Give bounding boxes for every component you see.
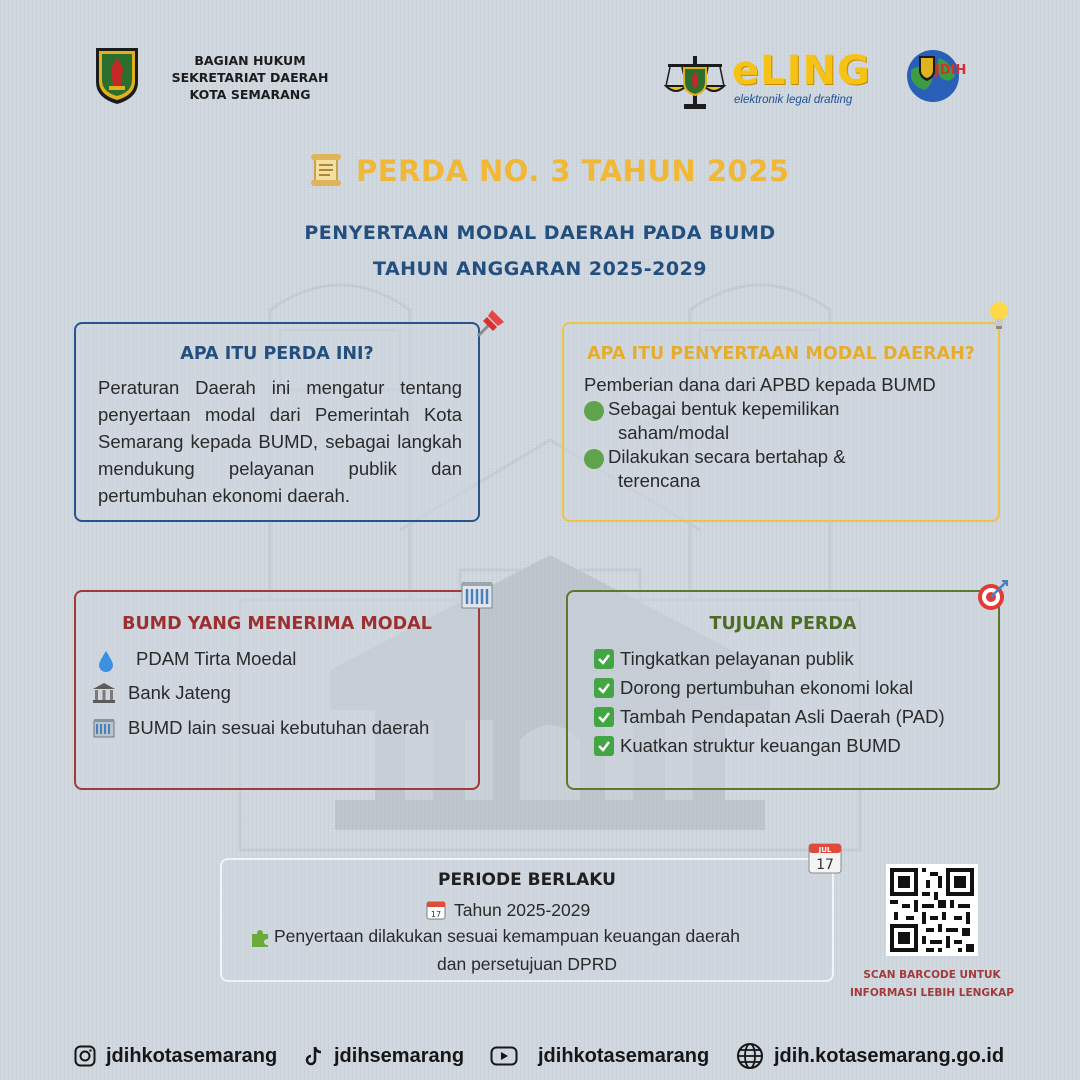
validity-note-line-2: dan persetujuan DPRD xyxy=(437,954,617,974)
footer-youtube-handle: jdihkotasemarang xyxy=(538,1044,710,1067)
qr-caption-line-2: INFORMASI LEBIH LENGKAP xyxy=(849,987,1015,999)
check-mark-icon xyxy=(594,649,614,669)
subtitle-line-2: TAHUN ANGGARAN 2025-2029 xyxy=(372,258,708,280)
green-circle-icon xyxy=(584,449,604,469)
definition-point-2-line-1: Dilakukan secara bertahap & xyxy=(608,446,846,467)
about-perda-body: Peraturan Daerah ini mengatur tentang penyertaan modal dari Pemerintah Kota Semarang kepada BUMD, sebagai langkah mendukung pelayanan publik dan pertumbuhan ekonomi daerah. xyxy=(98,377,462,506)
org-line-3: KOTA SEMARANG xyxy=(189,87,311,102)
definition-point-1-line-2: saham/modal xyxy=(618,422,730,443)
jdih-globe-logo xyxy=(905,48,967,104)
perda-goals-card xyxy=(566,590,1000,790)
bumd-item-2: Bank Jateng xyxy=(128,682,231,703)
footer-instagram-link[interactable] xyxy=(74,1040,277,1072)
globe-icon xyxy=(736,1042,764,1070)
eling-tagline: elektronik legal drafting xyxy=(734,94,853,106)
goal-item-1: Tingkatkan pelayanan publik xyxy=(620,648,854,669)
definition-intro: Pemberian dana dari APBD kepada BUMD xyxy=(584,374,936,395)
check-mark-icon xyxy=(594,707,614,727)
bank-icon xyxy=(92,682,116,704)
qr-code-pattern xyxy=(890,868,974,952)
eling-logo xyxy=(662,46,892,116)
office-building-icon xyxy=(92,718,116,738)
page-title: PERDA NO. 3 TAHUN 2025 xyxy=(356,154,790,188)
org-line-2: SEKRETARIAT DAERAH xyxy=(171,70,329,85)
footer-website-url: jdih.kotasemarang.go.id xyxy=(774,1044,1005,1067)
calendar-month: JUL xyxy=(818,846,832,854)
office-building-icon xyxy=(460,580,494,610)
definition-point-2-line-2: terencana xyxy=(618,470,701,491)
calendar-icon xyxy=(426,900,446,920)
about-perda-heading: APA ITU PERDA INI? xyxy=(180,344,374,364)
definition-heading: APA ITU PENYERTAAN MODAL DAERAH? xyxy=(587,344,975,364)
about-perda-card xyxy=(74,322,480,522)
footer-tiktok-handle: jdihsemarang xyxy=(334,1044,465,1067)
jdih-logo-text: JDIH xyxy=(935,63,967,78)
check-mark-icon xyxy=(594,678,614,698)
footer-youtube-link[interactable] xyxy=(490,1040,709,1072)
qr-caption xyxy=(846,966,1018,1002)
qr-caption-line-1: SCAN BARCODE UNTUK xyxy=(863,969,1001,981)
footer-instagram-handle: jdihkotasemarang xyxy=(106,1044,278,1067)
check-mark-icon xyxy=(594,736,614,756)
definition-card xyxy=(562,322,1000,522)
bumd-recipients-heading: BUMD YANG MENERIMA MODAL xyxy=(122,614,432,634)
goal-item-3: Tambah Pendapatan Asli Daerah (PAD) xyxy=(620,706,945,727)
light-bulb-icon xyxy=(986,300,1012,332)
footer-tiktok-link[interactable] xyxy=(304,1040,464,1072)
youtube-icon xyxy=(490,1045,518,1067)
perda-goals-heading: TUJUAN PERDA xyxy=(709,614,857,634)
calendar-icon xyxy=(808,842,842,874)
bumd-recipients-card xyxy=(74,590,480,790)
kota-semarang-crest-logo xyxy=(94,46,140,106)
water-drop-icon xyxy=(98,650,114,672)
validity-year-range: Tahun 2025-2029 xyxy=(454,900,591,920)
subtitle-line-1: PENYERTAAN MODAL DAERAH PADA BUMD xyxy=(304,222,776,244)
eling-wordmark: eLING xyxy=(732,48,871,94)
definition-point-1-line-1: Sebagai bentuk kepemilikan xyxy=(608,398,840,419)
qr-code[interactable] xyxy=(886,864,978,956)
goal-item-4: Kuatkan struktur keuangan BUMD xyxy=(620,735,901,756)
validity-period-card xyxy=(220,858,834,982)
goal-item-2: Dorong pertumbuhan ekonomi lokal xyxy=(620,677,914,698)
calendar-icon-day: 17 xyxy=(430,910,442,919)
puzzle-piece-icon xyxy=(250,928,270,948)
org-line-1: BAGIAN HUKUM xyxy=(194,53,306,68)
bumd-item-3: BUMD lain sesuai kebutuhan daerah xyxy=(128,717,430,738)
scales-of-justice-icon xyxy=(662,50,728,112)
tiktok-icon xyxy=(304,1045,324,1067)
instagram-icon xyxy=(74,1045,96,1067)
footer-website-link[interactable] xyxy=(736,1040,1004,1072)
calendar-day: 17 xyxy=(816,857,834,873)
bumd-item-1: PDAM Tirta Moedal xyxy=(136,648,297,669)
validity-note-line-1: Penyertaan dilakukan sesuai kemampuan keuangan daerah xyxy=(274,926,741,946)
pushpin-icon xyxy=(474,306,508,340)
organization-name xyxy=(150,52,350,103)
validity-period-heading: PERIODE BERLAKU xyxy=(438,870,616,890)
green-circle-icon xyxy=(584,401,604,421)
scroll-icon xyxy=(308,152,344,188)
target-icon xyxy=(976,578,1010,612)
